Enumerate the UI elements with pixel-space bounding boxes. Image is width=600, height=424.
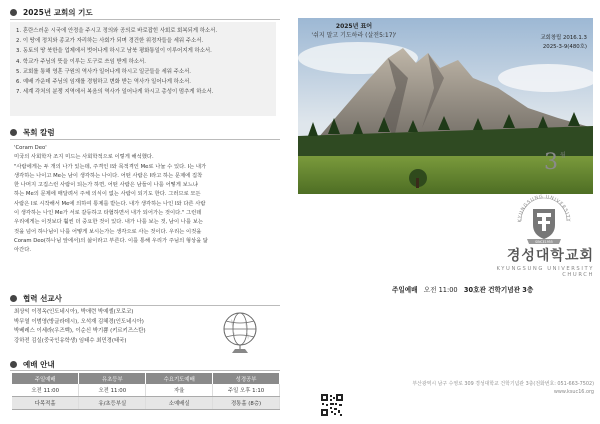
emblem-since: SINCE1955	[535, 240, 553, 244]
column-line: 아간다.	[14, 247, 32, 254]
column-line: 것을 넘어 하나님이 나를 어떻게 보시는가는 생각으로 사는 것이다. 우리는 이것을	[14, 228, 202, 235]
worship-table-title: 예배 안내	[23, 359, 55, 369]
prayer-title: 2025년 교회의 기도	[23, 7, 93, 17]
table-cell: 오전 11:00	[12, 384, 79, 397]
worship-schedule-table	[12, 373, 280, 410]
prayer-list-box	[10, 22, 276, 116]
table-header: 수요기도예배	[146, 373, 213, 384]
column-line: 우리에게는 이것보다 훨씬 더 중요한 것이 있다. 내가 나를 보는 것, 남이 나를 보는	[14, 219, 203, 226]
issue-info	[540, 34, 587, 52]
prayer-item: 6. 예배 가운데 주님의 임재를 경험하고 변화 받는 역사가 일어나게 하소서.	[16, 79, 192, 86]
qr-code-icon[interactable]	[321, 394, 343, 416]
column-line: 생각하는 나이고 Me는 남이 생각하는 나이다. 어떤 사람은 I라고 하는 문제에 집착	[14, 172, 203, 179]
sunday-worship-info	[392, 284, 533, 294]
table-row	[12, 397, 280, 410]
prayer-item: 4. 학교가 주님의 뜻을 이루는 도구로 쓰임 받게 하소서.	[16, 58, 146, 65]
mission-line: 박베레스 이세라(우즈벡), 이순신 박기쁨 (키르키즈스탄)	[14, 328, 146, 335]
worship-place: 30호관 건학기념관 3층	[463, 286, 534, 294]
mission-line: 강하전 김실(중국인유학생) 임태수 최민경(태국)	[14, 337, 127, 344]
table-cell: 경통홀 (8층)	[213, 397, 280, 410]
church-name: 경성대학교회	[506, 248, 594, 264]
divider	[10, 370, 280, 371]
prayer-item: 1. 혼란스러운 시국에 안정을 주시고 정의와 공의로 바로잡힌 사회로 회복되게 하소서.	[16, 28, 218, 34]
university-emblem-icon	[509, 191, 579, 249]
divider	[10, 305, 280, 306]
church-website[interactable]: www.ksuc16.org	[553, 389, 594, 395]
column-line: 미국의 사회학자 조지 미드는 사회학적으로 이렇게 해석했다.	[14, 154, 154, 161]
prayer-item: 3. 동토의 땅 북한을 업제에서 벗어나게 하시고 남북 평화통일이 이루어지게 하소서.	[16, 48, 212, 55]
mission-title: 협력 선교사	[23, 293, 62, 303]
table-header: 성경공부	[213, 373, 280, 384]
bullet-dot-icon	[10, 9, 17, 16]
left-page	[0, 0, 290, 424]
worship-label: 주일예배	[392, 286, 418, 294]
table-cell: 유/초등부실	[79, 397, 146, 410]
column-line: "사람에게는 두 개의 나가 있는데, 주격인 I와 목적격인 Me로 나눌 수 있다. I는 내가	[14, 163, 207, 170]
column-subtitle: 'Coram Deo'	[14, 145, 47, 151]
church-address: 부산광역시 남구 수영로 309 경성대학교 건학기념관 3층(전화번호: 051-663-7502)	[412, 381, 594, 387]
table-cell: 소예배실	[146, 397, 213, 410]
mission-list	[14, 308, 214, 346]
mission-line: 최상익 이정옥(인도네시아), 박애련 박예셀(모로코)	[14, 309, 134, 315]
prayer-item: 5. 교회를 통해 영혼 구원의 역사가 일어나게 하시고 일군들을 세워 주소서.	[16, 68, 192, 75]
divider	[10, 139, 280, 140]
table-header: 유초등부	[79, 373, 146, 384]
globe-icon	[218, 309, 262, 357]
table-header-row	[12, 373, 280, 384]
month-number	[544, 150, 566, 175]
month-unit: 월	[560, 152, 566, 159]
table-cell: 자율	[146, 384, 213, 397]
worship-time: 오전 11:00	[423, 286, 458, 294]
church-name-english: KYUNGSUNG UNIVERSITY CHURCH	[496, 266, 594, 278]
column-title: 목회 칼럼	[23, 127, 55, 137]
worship-table-header	[10, 358, 55, 370]
table-header: 주일예배	[12, 373, 79, 384]
table-row	[12, 384, 280, 397]
column-line: Coram Deo(하나님 앞에서)의 삶이라고 부른다. 이를 통해 우리가 주님의 형상을 닮	[14, 237, 209, 244]
issue-date: 2025-3-9(480호)	[542, 44, 587, 50]
mission-header	[10, 292, 62, 304]
church-name-block	[478, 245, 594, 278]
column-body	[14, 144, 276, 256]
column-line: 한 나머지 고집스런 사람이 되는가 하면, 어떤 사람은 남들이 나를 어떻게 보느냐	[14, 182, 198, 189]
month-digit: 3	[544, 150, 558, 175]
bullet-dot-icon	[10, 295, 17, 302]
motto-text: '쉬지 말고 기도하라 (살전5:17)'	[311, 32, 397, 39]
motto-year: 2025년 표어	[335, 23, 373, 30]
motto-block	[306, 21, 402, 39]
contact-info	[380, 380, 594, 396]
prayer-item: 7. 세계 각처의 분쟁 지역에서 복음의 역사가 일어나게 하시고 총성이 멈추게 하소서.	[16, 89, 214, 96]
table-cell: 오전 11:00	[79, 384, 146, 397]
column-line: 사람은 I로 시작해서 Me에 의하여 통제를 받는다. 내가 생각하는 나인 I와 다른 사람	[14, 200, 206, 207]
divider	[10, 19, 280, 20]
mission-line: 박무열 이범영(방글라데시), 오석재 김혜경(인도네시아)	[14, 318, 144, 325]
bullet-dot-icon	[10, 361, 17, 368]
founded-date: 교회창립 2016.1.3	[540, 35, 587, 41]
column-line: 이 생각하는 나인 Me가 서로 갈등하고 타협하면서 내가 되어가는 것이다." 그런데	[14, 210, 202, 217]
table-cell: 주일 오후 1:10	[213, 384, 280, 397]
column-line: 하는 Me의 문제에 매달려서 주체 의식이 없는 사람이 되기도 한다. 그러므로 모든	[14, 191, 201, 198]
prayer-list	[16, 26, 272, 97]
emblem-arc-text: KYUNGSUNG UNIVERSITY	[517, 194, 571, 223]
bullet-dot-icon	[10, 129, 17, 136]
prayer-header	[10, 6, 93, 18]
column-header	[10, 126, 55, 138]
table-cell: 다목적홀	[12, 397, 79, 410]
prayer-item: 2. 이 땅에 정치와 종교가 자리하는 사회가 되며 경건한 위정자들을 세워 주소서.	[16, 38, 204, 45]
